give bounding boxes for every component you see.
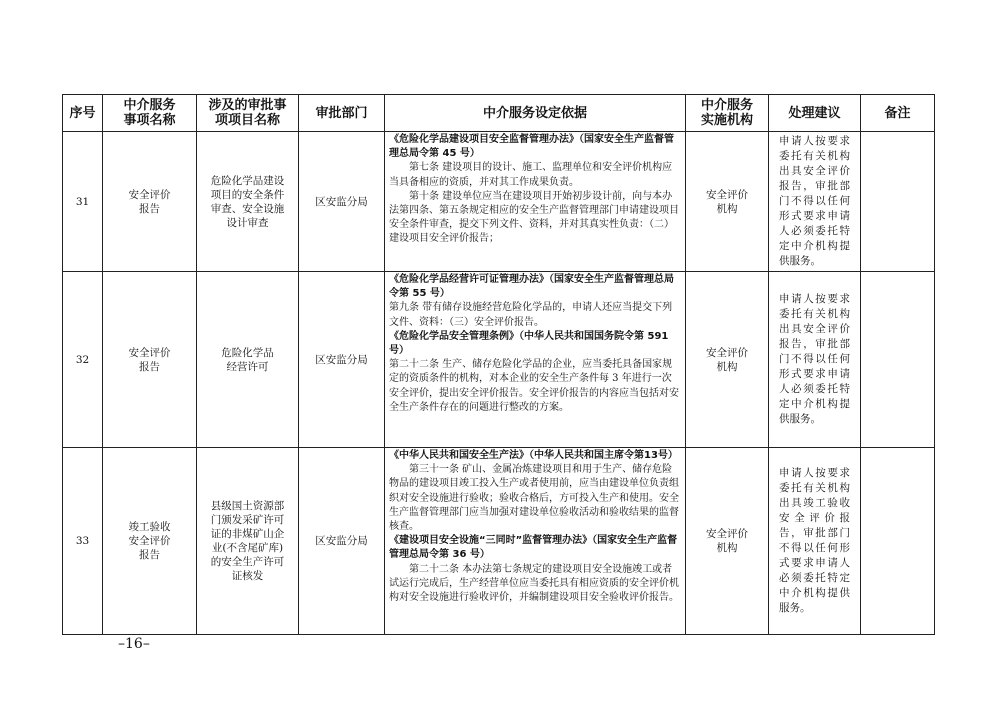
table-row [63,448,935,635]
law-article: 第二十二条 生产、储存危险化学品的企业，应当委托具备国家规定的资质条件的机构，对本企业的安全生产条件每 3 年进行一次安全评价，提出安全评价报告。安全评价报告的内容应当包括对安全生产条件存在的问题进行整改的方案。 [389,359,679,413]
service-name: 竣工验收 安全评价 报告 [103,448,197,635]
table-row [63,272,935,448]
remark [861,448,935,635]
col-header-basis: 中介服务设定依据 [385,95,686,132]
law-article: 第三十一条 矿山、金属冶炼建设项目和用于生产、储存危险物品的建设项目竣工投入生产或者使用前，应当由建设单位负责组织对安全设施进行验收；验收合格后，方可投入生产和使用。安全生产监督管理部门应当加强对建设单位验收活动和验收结果的监督核查。 [389,464,679,533]
law-title: 《危险化学品建设项目安全监督管理办法》（国家安全生产监督管理总局令第 45 号） [389,134,674,160]
row-number: 33 [63,448,103,635]
approval-item-name: 县级国土资源部 门颁发采矿许可 证的非煤矿山企 业(不含尾矿库) 的安全生产许可 证核发 [197,448,299,635]
remark [861,132,935,272]
handling-suggestion: 申请人按要求委托有关机构出具安全评价报告，审批部门不得以任何形式要求申请人必须委托特定中介机构提供服务。 [769,132,861,272]
implementing-agency: 安全评价 机构 [686,272,769,448]
handling-suggestion: 申请人按要求委托有关机构出具安全评价报告，审批部门不得以任何形式要求申请人必须委托特定中介机构提供服务。 [769,272,861,448]
law-article: 第十条 建设单位应当在建设项目开始初步设计前，向与本办法第四条、第五条规定相应的安全生产监督管理部门申请建设项目安全条件审查，提交下列文件、资料，并对其真实性负责：（二）建设项目安全评价报告； [389,190,679,245]
service-name: 安全评价 报告 [103,132,197,272]
legal-basis [385,448,686,635]
law-article: 第七条 建设项目的设计、施工、监理单位和安全评价机构应当具备相应的资质，并对其工作成果负责。 [389,162,673,188]
approval-dept: 区安监分局 [299,132,385,272]
col-header-approval-item: 涉及的审批事 项项目名称 [197,95,299,132]
law-title: 《中华人民共和国安全生产法》（中华人民共和国主席令第13号） [389,450,678,461]
row-number: 32 [63,272,103,448]
table-row [63,132,935,272]
col-header-remark: 备注 [861,95,935,132]
col-header-dept: 审批部门 [299,95,385,132]
col-header-agency: 中介服务 实施机构 [686,95,769,132]
col-header-service: 中介服务 事项名称 [103,95,197,132]
law-title: 《危险化学品经营许可证管理办法》（国家安全生产监督管理总局令第 55 号） [389,274,674,300]
implementing-agency: 安全评价 机构 [686,448,769,635]
approval-item-name: 危险化学品建设 项目的安全条件 审查、安全设施 设计审查 [197,132,299,272]
col-header-no: 序号 [63,95,103,132]
page-number: –16– [118,636,150,652]
law-article: 第二十二条 本办法第七条规定的建设项目安全设施竣工或者试运行完成后，生产经营单位应当委托具有相应资质的安全评价机构对安全设施进行验收评价，并编制建设项目安全验收评价报告。 [389,563,679,604]
row-number: 31 [63,132,103,272]
approval-dept: 区安监分局 [299,272,385,448]
implementing-agency: 安全评价 机构 [686,132,769,272]
service-name: 安全评价 报告 [103,272,197,448]
legal-basis [385,272,686,448]
header-row [63,95,935,132]
law-title: 《建设项目安全设施“三同时”监督管理办法》（国家安全生产监督管理总局令第 36 号） [389,535,678,561]
handling-suggestion: 申请人按要求委托有关机构出具竣工验收安全评价报告，审批部门不得以任何形式要求申请人必须委托特定中介机构提供服务。 [769,448,861,635]
col-header-suggestion: 处理建议 [769,95,861,132]
law-article: 第九条 带有储存设施经营危险化学品的，申请人还应当提交下列文件、资料：（三）安全评价报告。 [389,302,673,328]
approval-dept: 区安监分局 [299,448,385,635]
intermediary-services-table [62,94,935,635]
remark [861,272,935,448]
law-title: 《危险化学品安全管理条例》（中华人民共和国国务院令第 591 号） [389,330,669,357]
legal-basis [385,132,686,272]
approval-item-name: 危险化学品 经营许可 [197,272,299,448]
